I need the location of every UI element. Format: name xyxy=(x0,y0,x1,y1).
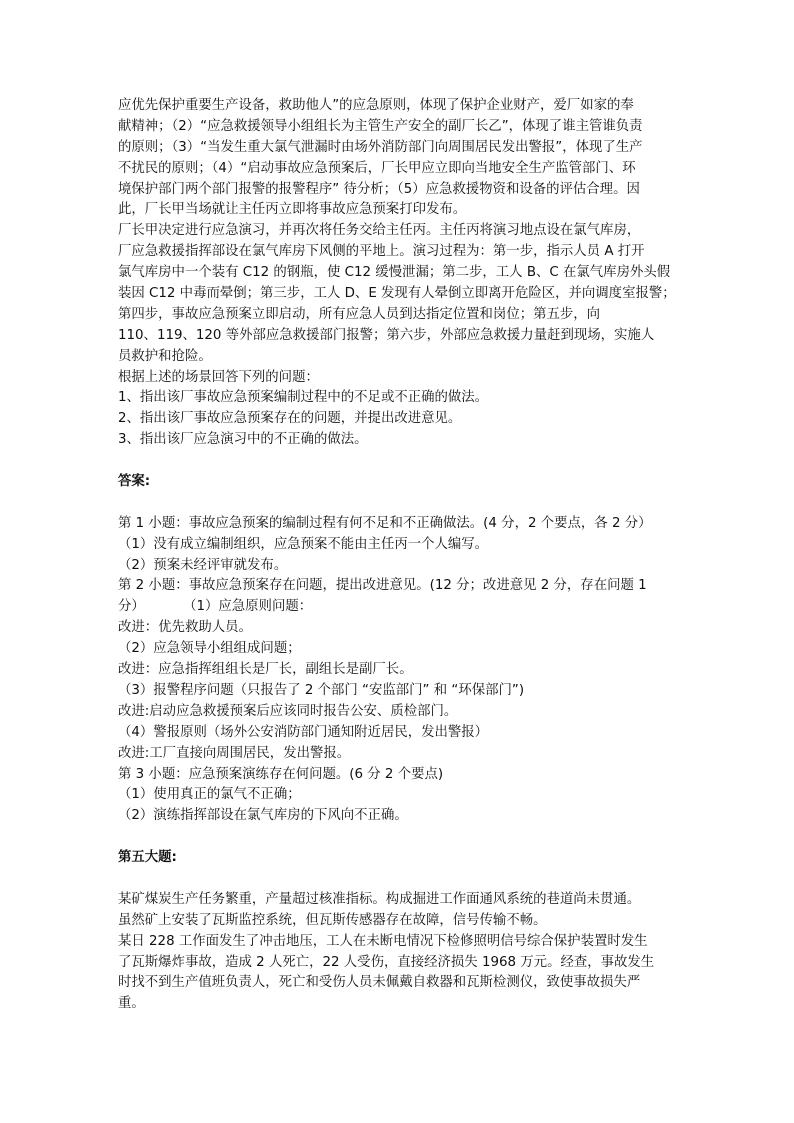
text-line: 改进：优先救助人员。 xyxy=(118,620,252,636)
text-line: 时找不到生产值班负责人，死亡和受伤人员未佩戴自救器和瓦斯检测仪，致使事故损失严 xyxy=(118,975,641,991)
text-line: （2）演练指挥部设在氯气库房的下风向不正确。 xyxy=(118,808,408,824)
text-line: 此，厂长甲当场就让主任丙立即将事故应急预案打印发布。 xyxy=(118,202,467,218)
question-item: 3、指出该厂应急演习中的不正确的做法。 xyxy=(118,432,368,448)
answer-heading: 答案: xyxy=(118,474,151,490)
text-line: （2）预案未经评审就发布。 xyxy=(118,557,288,573)
text-line: 氯气库房中一个装有 C12 的钢瓶，使 C12 缓慢泄漏；第二步，工人 B、C 在氯气库房外头假 xyxy=(118,265,671,281)
section5-paragraph xyxy=(118,890,678,1015)
text-line: （1）没有成立编制组织，应急预案不能由主任丙一个人编写。 xyxy=(118,536,489,552)
text-line: 的原则；（3）“当发生重大氯气泄漏时由场外消防部门向周围居民发出警报”，体现了生产 xyxy=(118,139,643,155)
text-line: 应优先保护重要生产设备，救助他人”的应急原则，体现了保护企业财产，爱厂如家的奉 xyxy=(118,98,634,113)
text-line: （2）应急领导小组组成问题； xyxy=(118,641,301,657)
text-line: 第 1 小题：事故应急预案的编制过程有何不足和不正确做法。(4 分，2 个要点，各 2 分） xyxy=(118,515,652,531)
text-line: 改进:工厂直接向周围居民，发出警报。 xyxy=(118,745,351,761)
question-prompt: 根据上述的场景回答下列的问题： xyxy=(118,369,319,385)
document-page xyxy=(118,96,678,1015)
text-line: 虽然矿上安装了瓦斯监控系统，但瓦斯传感器存在故障，信号传输不畅。 xyxy=(118,912,547,928)
text-line: 某日 228 工作面发生了冲击地压，工人在未断电情况下检修照明信号综合保护装置时发生 xyxy=(118,933,648,949)
section5-heading: 第五大题: xyxy=(118,850,177,866)
question-item: 1、指出该厂事故应急预案编制过程中的不足或不正确的做法。 xyxy=(118,390,489,406)
case-paragraph xyxy=(118,96,678,451)
text-line: 不扰民的原则；（4）“启动事故应急预案后，厂长甲应立即向当地安全生产监管部门、环 xyxy=(118,160,636,176)
text-line: 分） （1）应急原则问题： xyxy=(118,599,313,615)
text-line: 第四步，事故应急预案立即启动，所有应急人员到达指定位置和岗位；第五步，向 xyxy=(118,306,601,322)
text-line: 厂长甲决定进行应急演习，并再次将任务交给主任丙。主任丙将演习地点设在氯气库房， xyxy=(118,223,641,239)
text-line: （4）警报原则（场外公安消防部门通知附近居民，发出警报） xyxy=(118,724,489,740)
text-line: 改进：应急指挥组组长是厂长，副组长是副厂长。 xyxy=(118,662,413,678)
answer-section xyxy=(118,514,678,827)
text-line: 110、119、120 等外部应急救援部门报警；第六步，外部应急救援力量赶到现场，实施人 xyxy=(118,327,655,343)
text-line: 第 3 小题：应急预案演练存在何问题。(6 分 2 个要点) xyxy=(118,766,444,782)
text-line: 改进:启动应急救援预案后应该同时报告公安、质检部门。 xyxy=(118,703,458,719)
text-line: 献精神；（2）“应急救援领导小组组长为主管生产安全的副厂长乙”，体现了谁主管谁负责 xyxy=(118,118,643,134)
text-line: 重。 xyxy=(118,996,145,1012)
text-line: 厂应急救援指挥部设在氯气库房下风侧的平地上。演习过程为：第一步，指示人员 A 打开 xyxy=(118,244,645,260)
text-line: 装因 C12 中毒而晕倒；第三步，工人 D、E 发现有人晕倒立即离开危险区，并向调度室报警； xyxy=(118,286,676,302)
text-line: （3）报警程序问题（只报告了 2 个部门 “安监部门” 和 “环保部门”) xyxy=(118,682,525,698)
text-line: 境保护部门两个部门报警的报警程序” 待分析；（5）应急救援物资和设备的评估合理。因 xyxy=(118,181,640,197)
text-line: （1）使用真正的氯气不正确； xyxy=(118,787,301,803)
question-item: 2、指出该厂事故应急预案存在的问题，并提出改进意见。 xyxy=(118,411,462,427)
text-line: 了瓦斯爆炸事故，造成 2 人死亡，22 人受伤，直接经济损失 1968 万元。经查，事故发生 xyxy=(118,954,655,970)
text-line: 某矿煤炭生产任务繁重，产量超过核准指标。构成掘进工作面通风系统的巷道尚未贯通。 xyxy=(118,891,641,907)
text-line: 第 2 小题：事故应急预案存在问题，提出改进意见。(12 分；改进意见 2 分，存在问题 1 xyxy=(118,578,647,594)
text-line: 员救护和抢险。 xyxy=(118,348,212,364)
